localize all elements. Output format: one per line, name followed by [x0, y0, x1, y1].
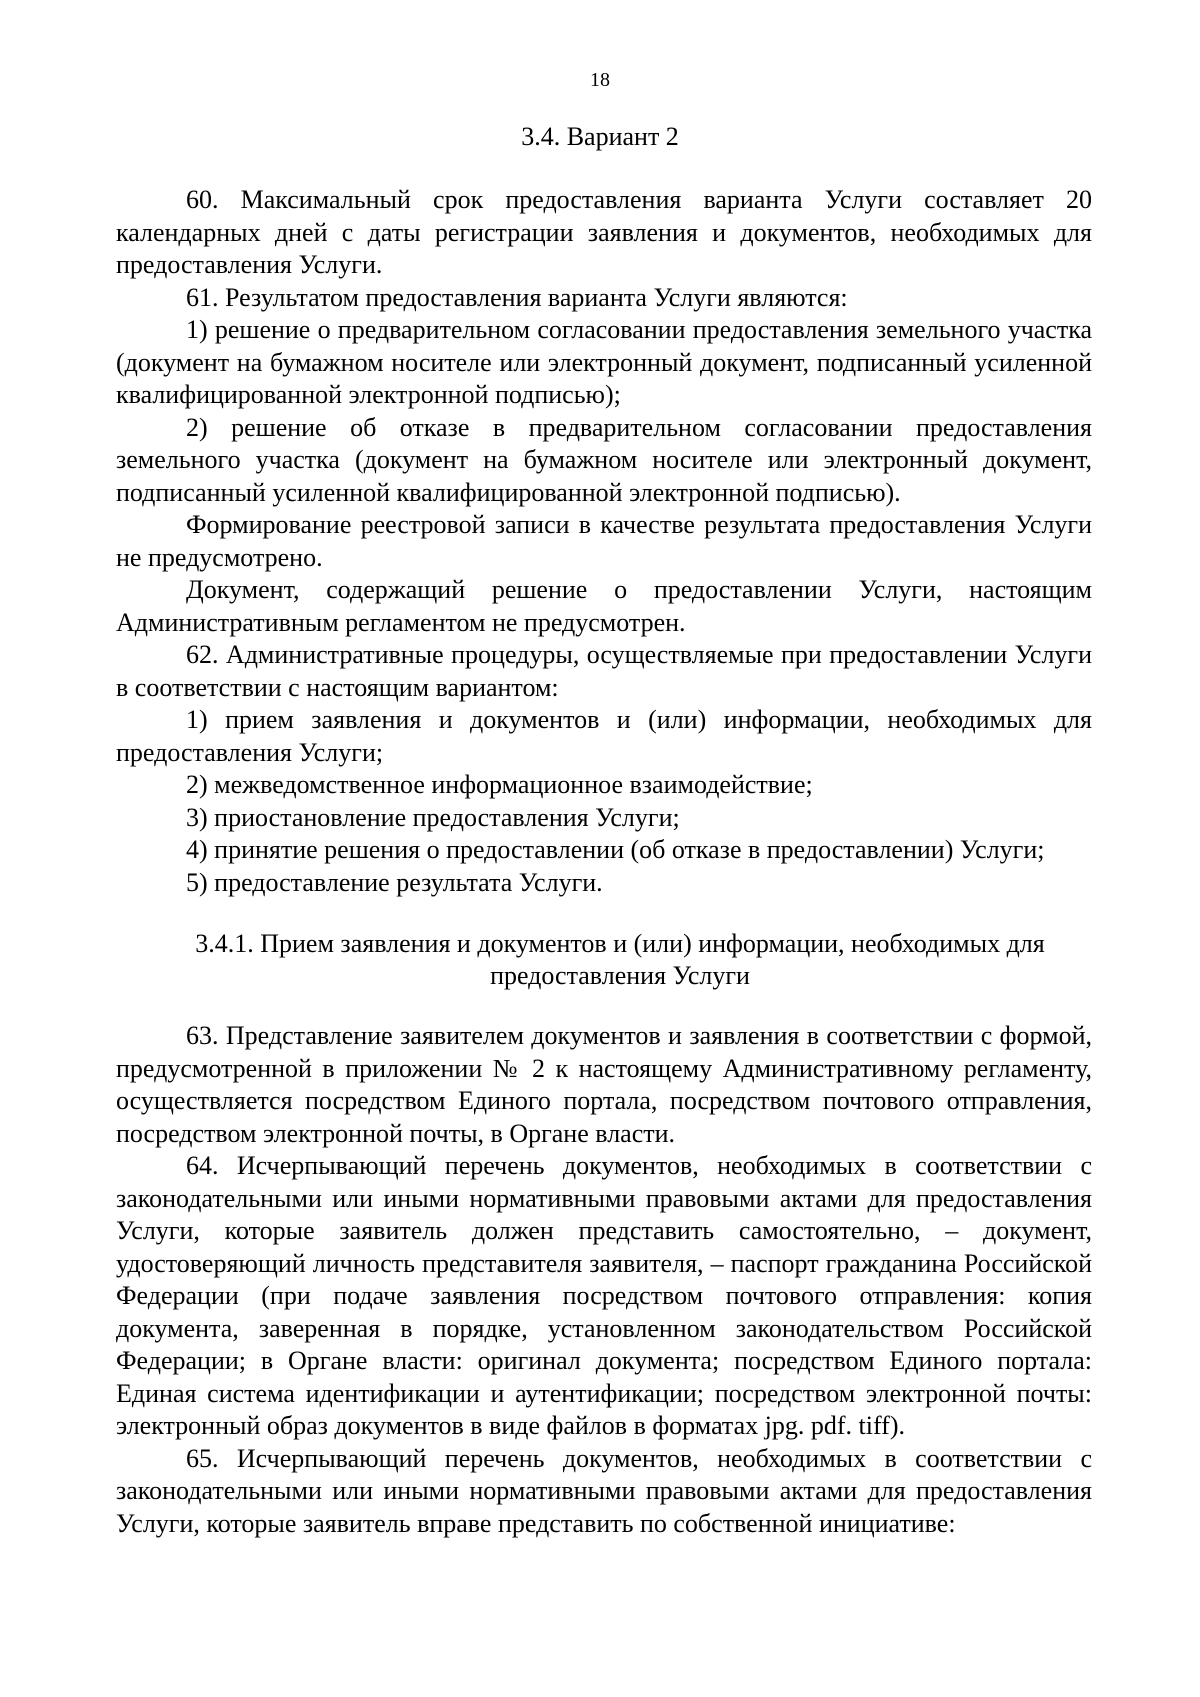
body-text-part1 — [116, 184, 1092, 899]
paragraph-registry-record: Формирование реестровой записи в качестве результата предоставления Услуги не предусмотрено. — [116, 510, 1092, 572]
paragraph-65: 65. Исчерпывающий перечень документов, необходимых в соответствии с законодательными или иными нормативными правовыми актами для предоставления Услуги, которые заявитель вправе представить по собственной инициативе: — [116, 1443, 1092, 1538]
section-title: 3.4. Вариант 2 — [521, 122, 679, 151]
paragraph-62-item-4: 4) принятие решения о предоставлении (об отказе в предоставлении) Услуги; — [186, 835, 1045, 864]
page-number: 18 — [590, 69, 610, 91]
paragraph-62-item-5: 5) предоставление результата Услуги. — [186, 867, 603, 897]
paragraph-61-item-2: 2) решение об отказе в предварительном согласовании предоставления земельного участка (документ на бумажном носителе или электронный документ, подписанный усиленной квалифицированной электронной подписью). — [116, 412, 1092, 507]
paragraph-decision-document: Документ, содержащий решение о предоставлении Услуги, настоящим Административным регламентом не предусмотрен. — [116, 575, 1092, 637]
paragraph-60: 60. Максимальный срок предоставления варианта Услуги составляет 20 календарных дней с даты регистрации заявления и документов, необходимых для предоставления Услуги. — [116, 185, 1092, 279]
paragraph-64: 64. Исчерпывающий перечень документов, необходимых в соответствии с законодательными или иными нормативными правовыми актами для предоставления Услуги, которые заявитель должен представить самостоятельно, – документ, удостоверяющий личность представителя заявителя, – паспорт гражданина Российской Федерации (при подаче заявления посредством почтового отправления: копия документа, заверенная в порядке, установленном законодательством Российской Федерации; в Органе власти: оригинал документа; посредством Единого портала: Единая система идентификации и аутентификации; посредством электронной почты: электронный образ документов в виде файлов в форматах jpg. pdf. tiff). — [116, 1151, 1092, 1440]
paragraph-62-item-2: 2) межведомственное информационное взаимодействие; — [186, 770, 813, 799]
paragraph-62-item-3: 3) приостановление предоставления Услуги; — [186, 802, 680, 832]
subsection-title: 3.4.1. Прием заявления и документов и (или) информации, необходимых для предоставления Услуги — [195, 929, 1045, 990]
body-text-part2 — [116, 1020, 1092, 1540]
paragraph-61-item-1: 1) решение о предварительном согласовании предоставления земельного участка (документ на бумажном носителе или электронный документ, подписанный усиленной квалифицированной электронной подписью); — [116, 315, 1092, 409]
paragraph-63: 63. Представление заявителем документов и заявления в соответствии с формой, предусмотренной в приложении № 2 к настоящему Административному регламенту, осуществляется посредством Единого портала, посредством почтового отправления, посредством электронной почты, в Органе власти. — [116, 1021, 1092, 1148]
paragraph-61: 61. Результатом предоставления варианта Услуги являются: — [186, 282, 848, 312]
paragraph-62: 62. Административные процедуры, осуществляемые при предоставлении Услуги в соответствии с настоящим вариантом: — [116, 640, 1092, 702]
paragraph-62-item-1: 1) прием заявления и документов и (или) информации, необходимых для предоставления Услуги; — [116, 705, 1092, 767]
